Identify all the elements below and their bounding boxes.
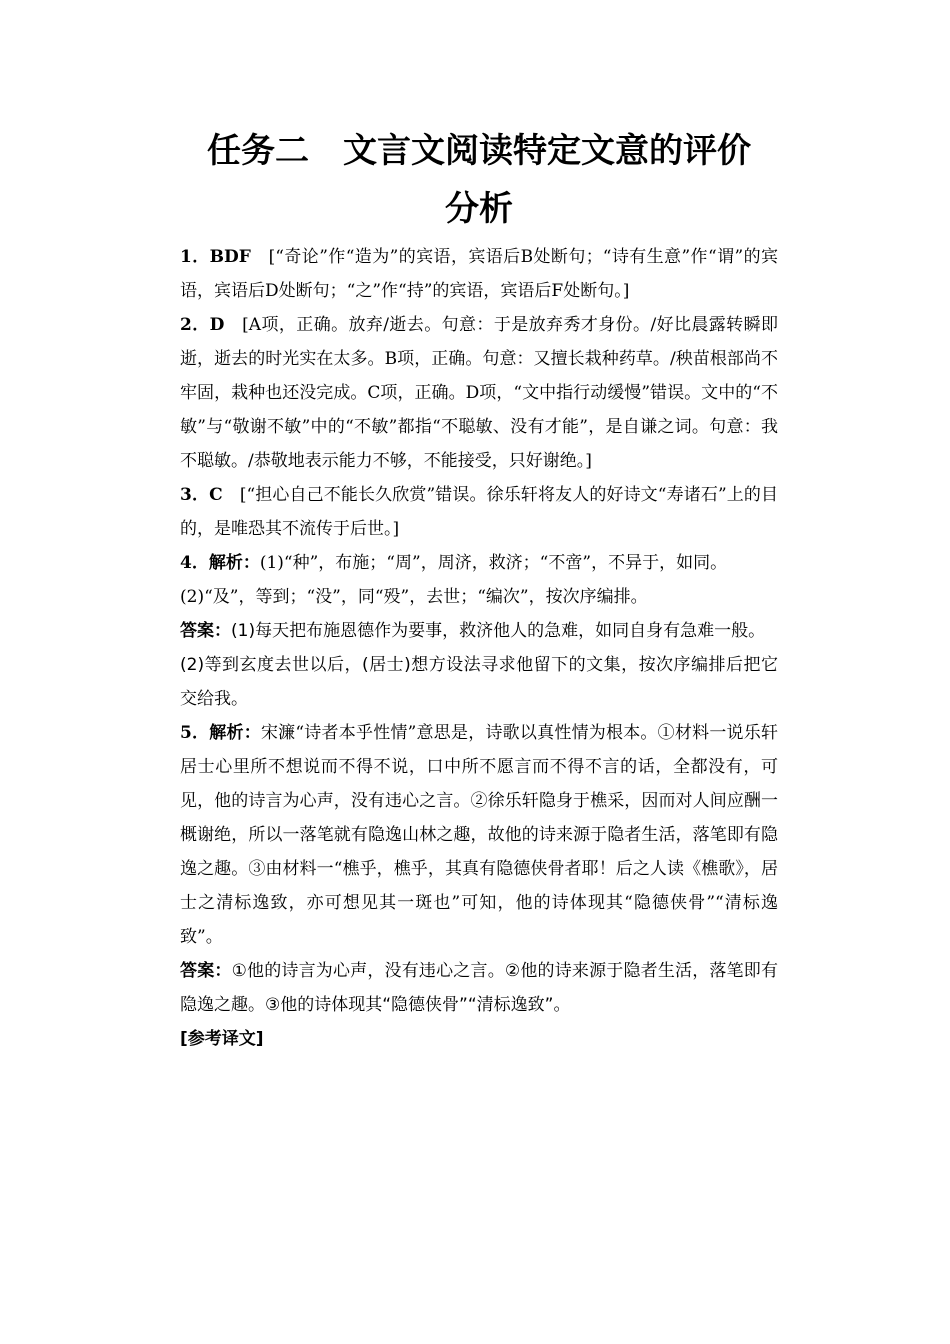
item-text: (1)每天把布施恩德作为要事，救济他人的急难，如同自身有急难一般。 — [231, 621, 766, 641]
item-number: 1．BDF — [180, 247, 251, 267]
reference-translation-heading — [180, 1022, 778, 1056]
item-number: 4．解析： — [180, 553, 260, 573]
item-text: 宋濂“诗者本乎性情”意思是，诗歌以真性情为根本。①材料一说乐轩居士心里所不想说而不得不说，口中所不愿言而不得不言的话，全都没有，可见，他的诗言为心声，没有违心之言。②徐乐轩隐身于樵采，因而对人间应酬一概谢绝，所以一落笔就有隐逸山林之趣，故他的诗来源于隐者生活，落笔即有隐逸之趣。③由材料一“樵乎，樵乎，其真有隐德侠骨者耶！后之人读《樵歌》，居士之清标逸致，亦可想见其一斑也”可知，他的诗体现其“隐德侠骨”“清标逸致”。 — [180, 723, 778, 947]
title-line-2: 分析 — [445, 189, 513, 229]
answer-item-4-analysis-2 — [180, 580, 778, 614]
answer-item-4-answer — [180, 614, 778, 648]
answer-item-1 — [180, 240, 778, 308]
answer-item-5-analysis — [180, 716, 778, 954]
answer-item-4-analysis — [180, 546, 778, 580]
answer-item-5-answer — [180, 954, 778, 1022]
item-text: [“奇论”作“造为”的宾语，宾语后B处断句；“诗有生意”作“谓”的宾语，宾语后D处断句；“之”作“持”的宾语，宾语后F处断句。] — [180, 247, 778, 301]
answer-label: 答案： — [180, 961, 232, 981]
answer-label: 答案： — [180, 621, 231, 641]
item-number: 2．D — [180, 315, 225, 335]
item-number: 3．C — [180, 485, 223, 505]
item-text: (2)等到玄度去世以后，(居士)想方设法寻求他留下的文集，按次序编排后把它交给我。 — [180, 655, 778, 709]
answer-item-2 — [180, 308, 778, 478]
item-number: 5．解析： — [180, 723, 261, 743]
answer-item-4-answer-2 — [180, 648, 778, 716]
title-line-1: 任务二 文言文阅读特定文意的评价 — [207, 131, 751, 171]
answer-item-3 — [180, 478, 778, 546]
document-page — [180, 122, 778, 1056]
item-text: [A项，正确。放弃/逝去。句意：于是放弃秀才身份。/好比晨露转瞬即逝，逝去的时光实在太多。B项，正确。句意：又擅长栽种药草。/秧苗根部尚不牢固，栽种也还没完成。C项，正确。D项，“文中指行动缓慢”错误。文中的“不敏”与“敬谢不敏”中的“不敏”都指“不聪敏、没有才能”，是自谦之词。句意：我不聪敏。/恭敬地表示能力不够，不能接受，只好谢绝。] — [180, 315, 778, 471]
page-title — [180, 122, 778, 238]
item-text: ①他的诗言为心声，没有违心之言。②他的诗来源于隐者生活，落笔即有隐逸之趣。③他的诗体现其“隐德侠骨”“清标逸致”。 — [180, 961, 778, 1015]
item-text: (1)“种”，布施；“周”，周济，救济；“不啻”，不异于，如同。 — [259, 553, 728, 573]
item-text: (2)“及”，等到；“没”，同“殁”，去世；“编次”，按次序编排。 — [180, 587, 648, 607]
reference-label: [参考译文] — [180, 1029, 264, 1049]
item-text: [“担心自己不能长久欣赏”错误。徐乐轩将友人的好诗文“寿诸石”上的目的，是唯恐其不流传于后世。] — [180, 485, 779, 539]
